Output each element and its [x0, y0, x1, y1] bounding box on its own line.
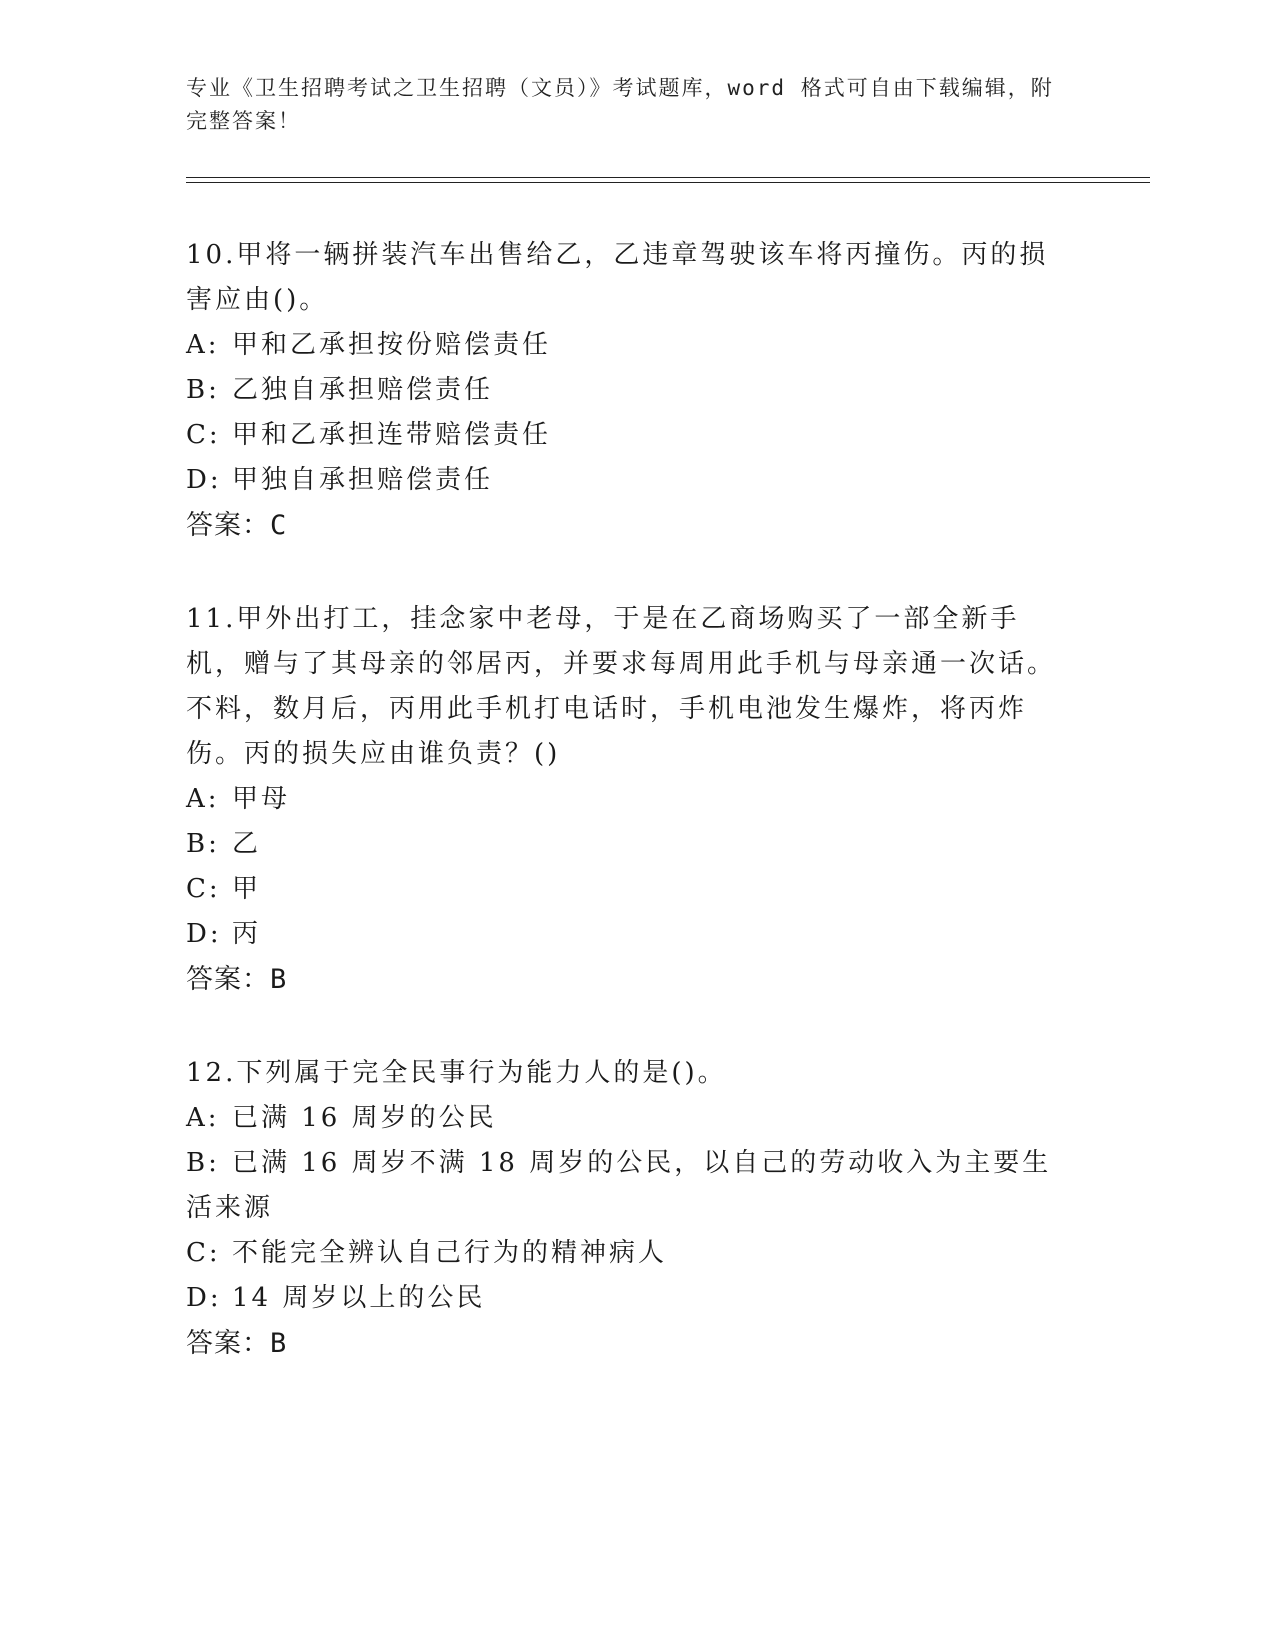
option-letter: B: [186, 829, 220, 859]
option-text: 乙 [232, 829, 262, 859]
answer-line: 答案：B [186, 1328, 288, 1359]
option-c [186, 1231, 1066, 1276]
question-11 [186, 597, 1066, 1003]
question-stem: 12.下列属于完全民事行为能力人的是()。 [186, 1058, 727, 1088]
option-letter: A: [186, 1103, 220, 1133]
option-letter: A: [186, 330, 220, 360]
option-text: 甲和乙承担连带赔偿责任 [232, 420, 552, 450]
option-b [186, 822, 1066, 867]
option-letter: D: [186, 919, 222, 949]
option-letter: C: [186, 420, 221, 450]
option-b [186, 368, 1066, 413]
option-text: 已满 16 周岁的公民 [232, 1103, 497, 1133]
header-rule-top [186, 177, 1150, 178]
option-letter: D: [186, 465, 222, 495]
option-d [186, 458, 1066, 503]
option-d [186, 912, 1066, 957]
option-text: 丙 [232, 919, 262, 949]
question-12 [186, 1051, 1066, 1367]
option-d [186, 1276, 1066, 1321]
option-letter: C: [186, 1238, 221, 1268]
option-c [186, 867, 1066, 912]
option-letter: D: [186, 1283, 222, 1313]
header-rule-bottom [186, 182, 1150, 183]
option-c [186, 413, 1066, 458]
option-text: 甲和乙承担按份赔偿责任 [232, 330, 552, 360]
option-text: 乙独自承担赔偿责任 [232, 375, 494, 405]
option-text: 14 周岁以上的公民 [232, 1283, 486, 1313]
option-letter: B: [186, 375, 220, 405]
option-a [186, 1096, 1066, 1141]
answer-line: 答案：C [186, 510, 288, 541]
document-header: 专业《卫生招聘考试之卫生招聘（文员）》考试题库，word 格式可自由下载编辑，附完整答案！ [186, 76, 1054, 133]
option-text: 甲母 [232, 784, 291, 814]
option-text: 已满 16 周岁不满 18 周岁的公民，以自己的劳动收入为主要生活来源 [186, 1148, 1052, 1223]
option-text: 甲 [232, 874, 262, 904]
option-a [186, 323, 1066, 368]
option-b [186, 1141, 1066, 1231]
option-a [186, 777, 1066, 822]
question-10 [186, 233, 1066, 549]
option-text: 甲独自承担赔偿责任 [232, 465, 494, 495]
answer-line: 答案：B [186, 964, 288, 995]
option-letter: A: [186, 784, 220, 814]
option-text: 不能完全辨认自己行为的精神病人 [232, 1238, 668, 1268]
question-stem: 10.甲将一辆拼装汽车出售给乙，乙违章驾驶该车将丙撞伤。丙的损害应由()。 [186, 240, 1049, 315]
question-stem: 11.甲外出打工，挂念家中老母，于是在乙商场购买了一部全新手机，赠与了其母亲的邻居丙，并要求每周用此手机与母亲通一次话。不料，数月后，丙用此手机打电话时，手机电池发生爆炸，将丙炸伤。丙的损失应由谁负责？() [186, 604, 1057, 769]
option-letter: C: [186, 874, 221, 904]
option-letter: B: [186, 1148, 220, 1178]
